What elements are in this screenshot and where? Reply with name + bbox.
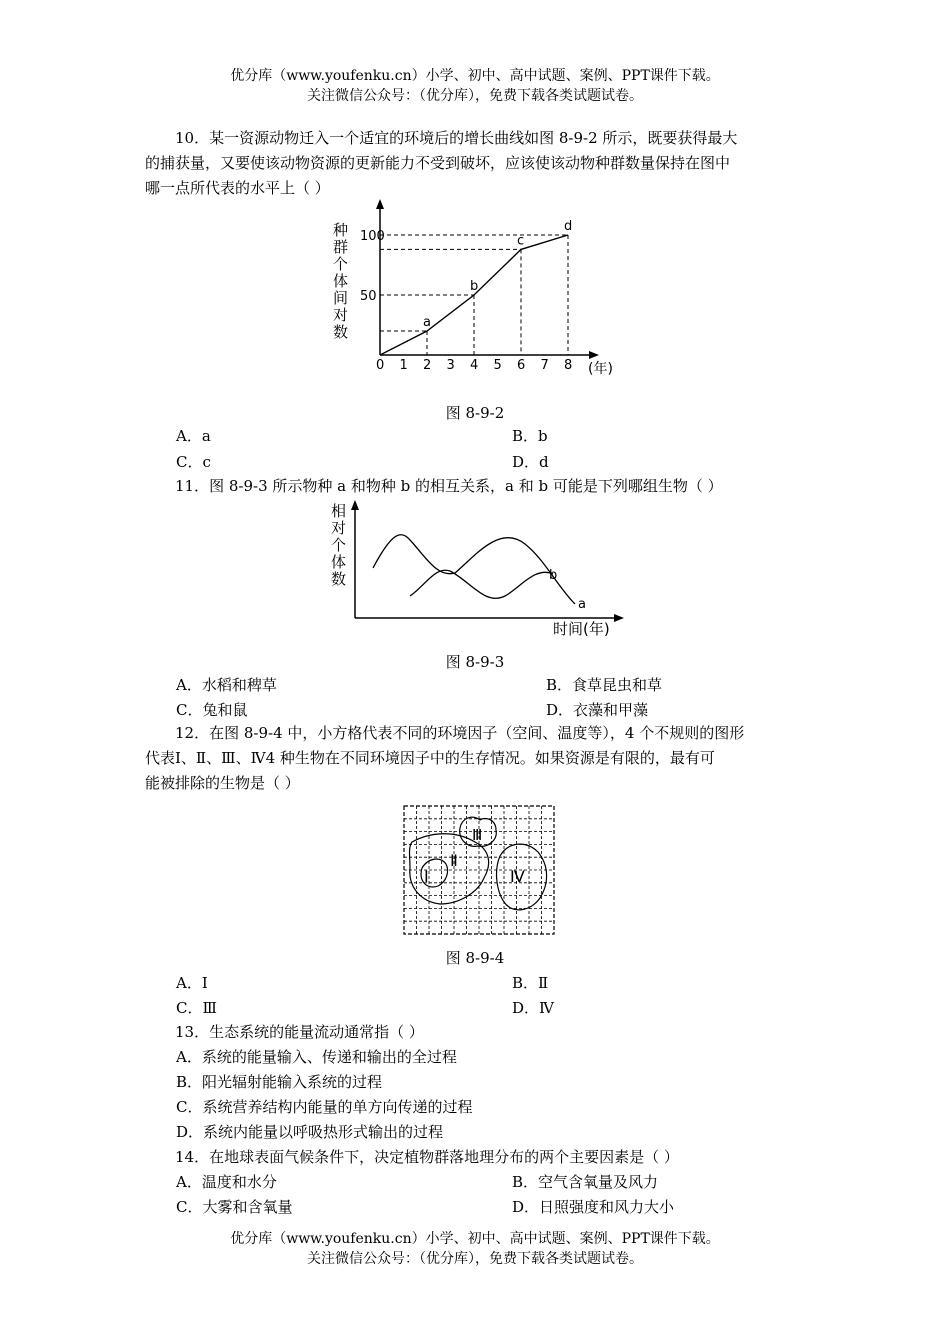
q13-option-b[interactable]: B．阳光辐射能输入系统的过程 bbox=[176, 1073, 383, 1091]
header-line-2: 关注微信公众号：（优分库），免费下载各类试题试卷。 bbox=[307, 88, 643, 104]
fig892-xtick-1: 1 bbox=[399, 358, 408, 373]
fig892-point-label-b: b bbox=[470, 279, 479, 294]
footer-line-1: 优分库（www.youfenku.cn）小学、初中、高中试题、案例、PPT课件下载。 bbox=[230, 1231, 720, 1247]
fig892-xtick-4: 4 bbox=[470, 358, 479, 373]
fig893-ylabel-char: 相 bbox=[331, 502, 347, 520]
label-III: Ⅲ bbox=[472, 826, 483, 844]
fig894-caption: 图 8-9-4 bbox=[445, 949, 505, 967]
fig892-xtick-6: 6 bbox=[517, 358, 526, 373]
fig893-ylabel-char: 对 bbox=[331, 519, 347, 537]
q13-option-a[interactable]: A．系统的能量输入、传递和输出的全过程 bbox=[176, 1048, 457, 1066]
fig893-ylabel-char: 体 bbox=[331, 553, 347, 571]
q10-line-1: 10．某一资源动物迁入一个适宜的环境后的增长曲线如图 8-9-2 所示，既要获得最大 bbox=[175, 129, 738, 147]
fig892-ylabel-char: 个 bbox=[333, 255, 349, 273]
fig892-unit: (年) bbox=[588, 361, 613, 377]
fig892-xtick-7: 7 bbox=[540, 358, 549, 373]
fig892-xtick-3: 3 bbox=[446, 358, 455, 373]
q10-line-3: 哪一点所代表的水平上（ ） bbox=[145, 179, 330, 197]
q10-option-c[interactable]: C．c bbox=[176, 453, 211, 471]
fig892-xtick-8: 8 bbox=[564, 358, 573, 373]
fig892-ylabel-char: 间 bbox=[333, 289, 349, 307]
fig892-caption: 图 8-9-2 bbox=[445, 404, 505, 422]
fig892-ytick-100: 100 bbox=[360, 229, 385, 244]
q12-option-c[interactable]: C．Ⅲ bbox=[176, 999, 217, 1017]
q11-option-b[interactable]: B．食草昆虫和草 bbox=[546, 676, 663, 694]
fig893-caption: 图 8-9-3 bbox=[445, 653, 505, 671]
q12-line-2: 代表Ⅰ、Ⅱ、Ⅲ、Ⅳ4 种生物在不同环境因子中的生存情况。如果资源是有限的，最有可 bbox=[145, 749, 715, 767]
figure-8-9-4 bbox=[400, 802, 560, 938]
q12-line-1: 12．在图 8-9-4 中，小方格代表不同的环境因子（空间、温度等），4 个不规则的图形 bbox=[175, 724, 745, 742]
q12-option-d[interactable]: D．Ⅳ bbox=[512, 999, 555, 1017]
fig892-ylabel-char: 对 bbox=[333, 306, 349, 324]
label-II: Ⅱ bbox=[450, 851, 458, 870]
q12-line-3: 能被排除的生物是（ ） bbox=[145, 774, 300, 792]
q10-line-2: 的捕获量，又要使该动物资源的更新能力不受到破坏，应该使该动物种群数量保持在图中 bbox=[145, 154, 731, 172]
q11-option-a[interactable]: A．水稻和稗草 bbox=[176, 676, 277, 694]
figure-8-9-2 bbox=[320, 195, 630, 385]
q14-line-1: 14．在地球表面气候条件下，决定植物群落地理分布的两个主要因素是（ ） bbox=[175, 1148, 679, 1166]
footer-line-2: 关注微信公众号：（优分库），免费下载各类试题试卷。 bbox=[307, 1251, 643, 1267]
q13-line-1: 13．生态系统的能量流动通常指（ ） bbox=[175, 1023, 424, 1041]
fig892-ylabel-char: 种 bbox=[333, 221, 349, 239]
fig892-ytick-50: 50 bbox=[360, 289, 377, 304]
fig892-xtick-2: 2 bbox=[423, 358, 432, 373]
q12-option-b[interactable]: B．Ⅱ bbox=[512, 974, 549, 992]
fig892-point-label-d: d bbox=[564, 219, 573, 234]
fig893-xlabel: 时间(年) bbox=[553, 620, 610, 638]
fig892-point-label-c: c bbox=[517, 233, 525, 249]
q10-option-a[interactable]: A．a bbox=[176, 427, 211, 445]
figure-8-9-3 bbox=[325, 496, 645, 642]
fig892-xtick-5: 5 bbox=[493, 358, 502, 373]
fig893-ylabel-char: 个 bbox=[331, 536, 347, 554]
header-line-1: 优分库（www.youfenku.cn）小学、初中、高中试题、案例、PPT课件下载。 bbox=[230, 68, 720, 84]
fig893-ylabel-char: 数 bbox=[331, 570, 347, 588]
label-IV: Ⅳ bbox=[510, 867, 525, 886]
q14-option-d[interactable]: D．日照强度和风力大小 bbox=[512, 1198, 675, 1216]
label-I: Ⅰ bbox=[424, 867, 429, 886]
q13-option-c[interactable]: C．系统营养结构内能量的单方向传递的过程 bbox=[176, 1098, 473, 1116]
q14-option-a[interactable]: A．温度和水分 bbox=[176, 1173, 277, 1191]
fig892-ylabel-char: 群 bbox=[333, 238, 349, 256]
q11-line-1: 11．图 8-9-3 所示物种 a 和物种 b 的相互关系，a 和 b 可能是下列哪组生物（ ） bbox=[175, 477, 723, 495]
series-a-label: a bbox=[578, 597, 586, 612]
series-b-label: b bbox=[549, 568, 558, 583]
q10-option-d[interactable]: D．d bbox=[512, 453, 549, 471]
fig892-ylabel-char: 数 bbox=[333, 323, 349, 341]
fig892-ylabel-char: 体 bbox=[333, 272, 349, 290]
q13-option-d[interactable]: D．系统内能量以呼吸热形式输出的过程 bbox=[176, 1123, 444, 1141]
fig892-xtick-0: 0 bbox=[376, 358, 385, 373]
q11-option-c[interactable]: C．兔和鼠 bbox=[176, 701, 248, 719]
series-a-curve bbox=[373, 535, 575, 604]
q12-option-a[interactable]: A．Ⅰ bbox=[176, 974, 208, 992]
fig892-point-label-a: a bbox=[423, 315, 431, 330]
q14-option-c[interactable]: C．大雾和含氧量 bbox=[176, 1198, 293, 1216]
series-b-curve bbox=[410, 570, 553, 598]
q14-option-b[interactable]: B．空气含氧量及风力 bbox=[512, 1173, 659, 1191]
q10-option-b[interactable]: B．b bbox=[512, 427, 548, 445]
q11-option-d[interactable]: D．衣藻和甲藻 bbox=[546, 701, 649, 719]
